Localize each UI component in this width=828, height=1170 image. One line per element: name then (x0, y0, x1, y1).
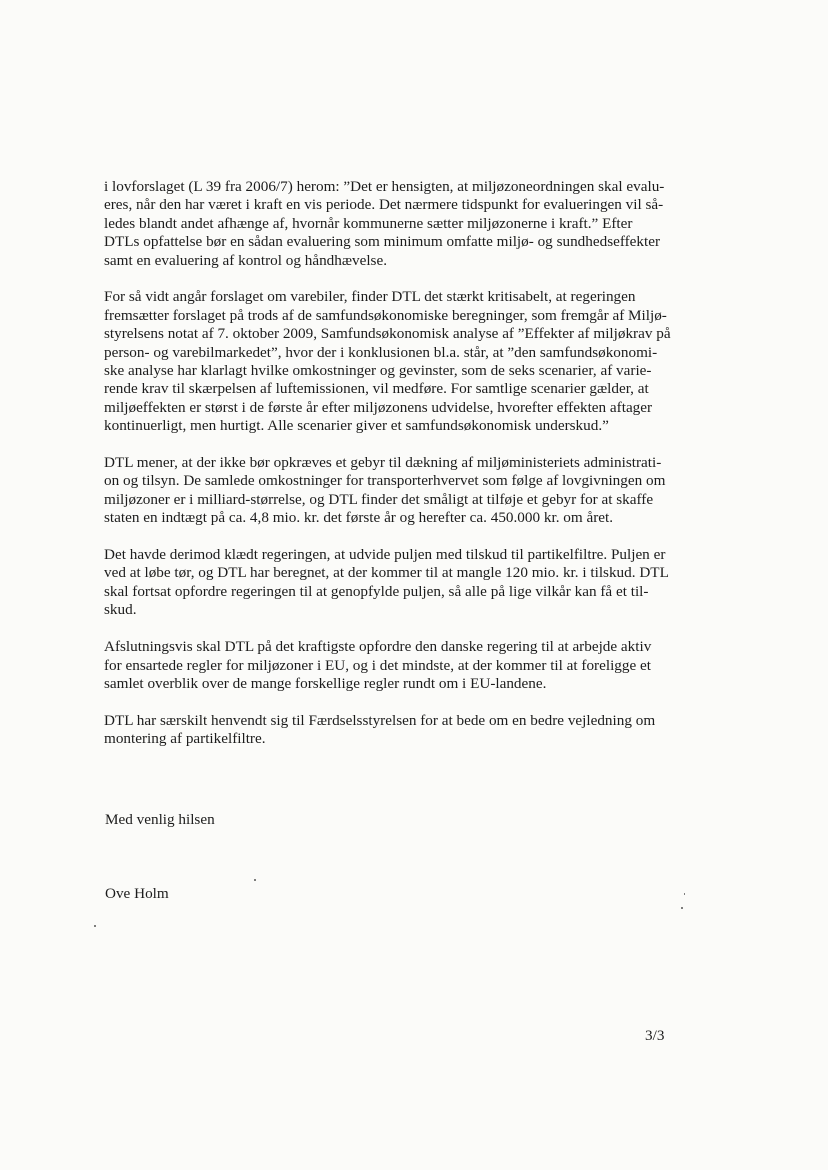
text-line: ved at løbe tør, og DTL har beregnet, at der kommer til at mangle 120 mio. kr. i tilskud. DTL (104, 564, 669, 582)
text-line: DTLs opfattelse bør en sådan evaluering som minimum omfatte miljø- og sundhedseffekter (104, 233, 661, 251)
scan-speck (684, 893, 685, 895)
text-line: samt en evaluering af kontrol og håndhævelse. (104, 251, 388, 269)
paragraph-filters (104, 712, 704, 749)
text-line: for ensartede regler for miljøzoner i EU, og i det mindste, at der kommer til at foreligge et (104, 656, 651, 674)
text-line: skal fortsat opfordre regeringen til at genopfylde puljen, så alle på lige vilkår kan få et til- (104, 582, 649, 600)
paragraph-subsidy (104, 546, 704, 620)
text-line: staten en indtægt på ca. 4,8 mio. kr. det første år og herefter ca. 450.000 kr. om året. (104, 509, 614, 527)
text-line: Det havde derimod klædt regeringen, at udvide puljen med tilskud til partikelfiltre. Puljen er (104, 546, 666, 564)
closing-salutation: Med venlig hilsen (105, 811, 215, 828)
text-line: ledes blandt andet afhænge af, hvornår kommunerne sætter miljøzonerne i kraft.” Efter (104, 214, 633, 232)
scan-speck (94, 925, 96, 927)
text-line: Afslutningsvis skal DTL på det kraftigste opfordre den danske regering til at arbejde aktiv (104, 638, 652, 656)
text-line: on og tilsyn. De samlede omkostninger for transporterhvervet som følge af lovgivningen om (104, 472, 666, 490)
text-line: rende krav til skærpelsen af luftemissionen, vil medføre. For samtlige scenarier gælder, at (104, 380, 649, 398)
signature-name: Ove Holm (105, 885, 169, 902)
letter-body (104, 178, 704, 767)
text-line: miljøeffekten er størst i de første år efter miljøzonens udvidelse, hvorefter effekten aftager (104, 398, 653, 416)
text-line: miljøzoner er i milliard-størrelse, og DTL finder det småligt at tilføje et gebyr for at skaffe (104, 490, 654, 508)
paragraph-eu-rules (104, 638, 704, 693)
paragraph-fee (104, 454, 704, 528)
text-line: DTL mener, at der ikke bør opkræves et gebyr til dækning af miljøministeriets administrati- (104, 454, 662, 472)
text-line: DTL har særskilt henvendt sig til Færdselsstyrelsen for at bede om en bedre vejledning om (104, 711, 656, 729)
page-number: 3/3 (645, 1027, 665, 1044)
text-line: samlet overblik over de mange forskellige regler rundt om i EU-landene. (104, 674, 547, 692)
text-line: kontinuerligt, men hurtigt. Alle scenarier giver et samfundsøkonomisk underskud.” (104, 417, 609, 435)
text-line: person- og varebilmarkedet”, hvor der i konklusionen bl.a. står, at ”den samfundsøkonomi- (104, 343, 658, 361)
scan-speck (254, 879, 256, 881)
text-line: eres, når den har været i kraft en vis periode. Det nærmere tidspunkt for evalueringen vil så- (104, 196, 664, 214)
text-line: i lovforslaget (L 39 fra 2006/7) herom: ”Det er hensigten, at miljøzoneordningen skal evalu- (104, 178, 665, 195)
paragraph-evaluation (104, 178, 704, 270)
paragraph-vans (104, 288, 704, 435)
scan-speck (681, 907, 683, 909)
text-line: For så vidt angår forslaget om varebiler, finder DTL det stærkt kritisabelt, at regeringen (104, 288, 636, 306)
text-line: fremsætter forslaget på trods af de samfundsøkonomiske beregninger, som fremgår af Miljø- (104, 306, 667, 324)
text-line: skud. (104, 601, 137, 619)
text-line: styrelsens notat af 7. oktober 2009, Samfundsøkonomisk analyse af ”Effekter af miljøkrav på (104, 325, 671, 343)
text-line: montering af partikelfiltre. (104, 730, 266, 748)
text-line: ske analyse har klarlagt hvilke omkostninger og gevinster, som de seks scenarier, af varie- (104, 362, 652, 380)
